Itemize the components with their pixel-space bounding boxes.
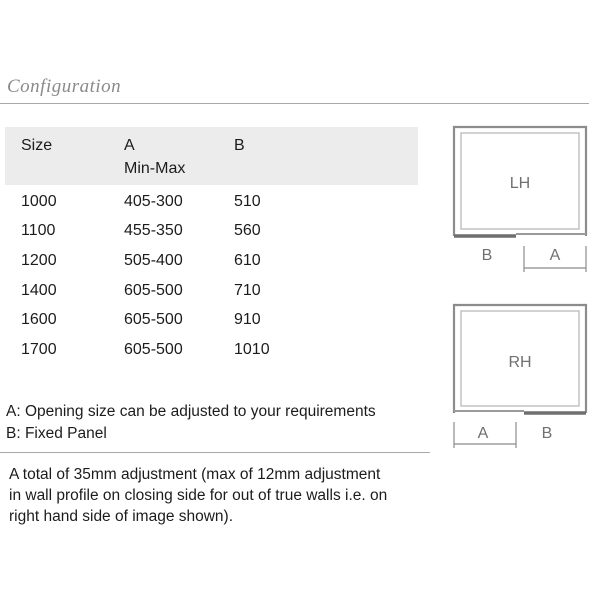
row-b: 560: [234, 222, 261, 239]
rh-label: RH: [508, 354, 532, 371]
legend-divider: [0, 452, 430, 453]
row-b: 1010: [234, 341, 270, 358]
lh-label: LH: [509, 175, 531, 192]
row-a: 605-500: [124, 282, 183, 299]
rh-dimension-b: B: [541, 425, 553, 442]
header-b: B: [234, 137, 245, 154]
page-title: Configuration: [7, 76, 122, 97]
adjustment-note-line: A total of 35mm adjustment (max of 12mm adjustment: [9, 466, 381, 483]
row-size: 1600: [21, 311, 57, 328]
row-b: 710: [234, 282, 261, 299]
title-divider: [0, 103, 589, 104]
legend-a-note: A: Opening size can be adjusted to your requirements: [6, 403, 376, 420]
lh-dimension-b: B: [481, 247, 493, 264]
adjustment-note-line: in wall profile on closing side for out of true walls i.e. on: [9, 487, 388, 504]
row-size: 1100: [21, 222, 56, 239]
lh-diagram: [454, 127, 586, 272]
configuration-diagrams: [440, 118, 595, 463]
row-a: 455-350: [124, 222, 183, 239]
row-size: 1400: [21, 282, 57, 299]
row-b: 910: [234, 311, 261, 328]
row-b: 610: [234, 252, 261, 269]
row-size: 1200: [21, 252, 57, 269]
rh-dimension-a: A: [477, 425, 489, 442]
legend-b-note: B: Fixed Panel: [6, 425, 107, 442]
adjustment-note-line: right hand side of image shown).: [9, 508, 234, 525]
row-size: 1000: [21, 193, 57, 210]
table-header-band: [5, 127, 418, 185]
rh-diagram: [454, 305, 586, 448]
row-a: 605-500: [124, 311, 183, 328]
row-a: 605-500: [124, 341, 183, 358]
row-b: 510: [234, 193, 261, 210]
header-a-sub: Min-Max: [124, 160, 186, 177]
lh-dimension-a: A: [549, 247, 561, 264]
adjustment-note: [9, 464, 429, 527]
header-a: A: [124, 137, 135, 154]
row-a: 505-400: [124, 252, 183, 269]
header-size: Size: [21, 137, 53, 154]
row-size: 1700: [21, 341, 57, 358]
row-a: 405-300: [124, 193, 183, 210]
